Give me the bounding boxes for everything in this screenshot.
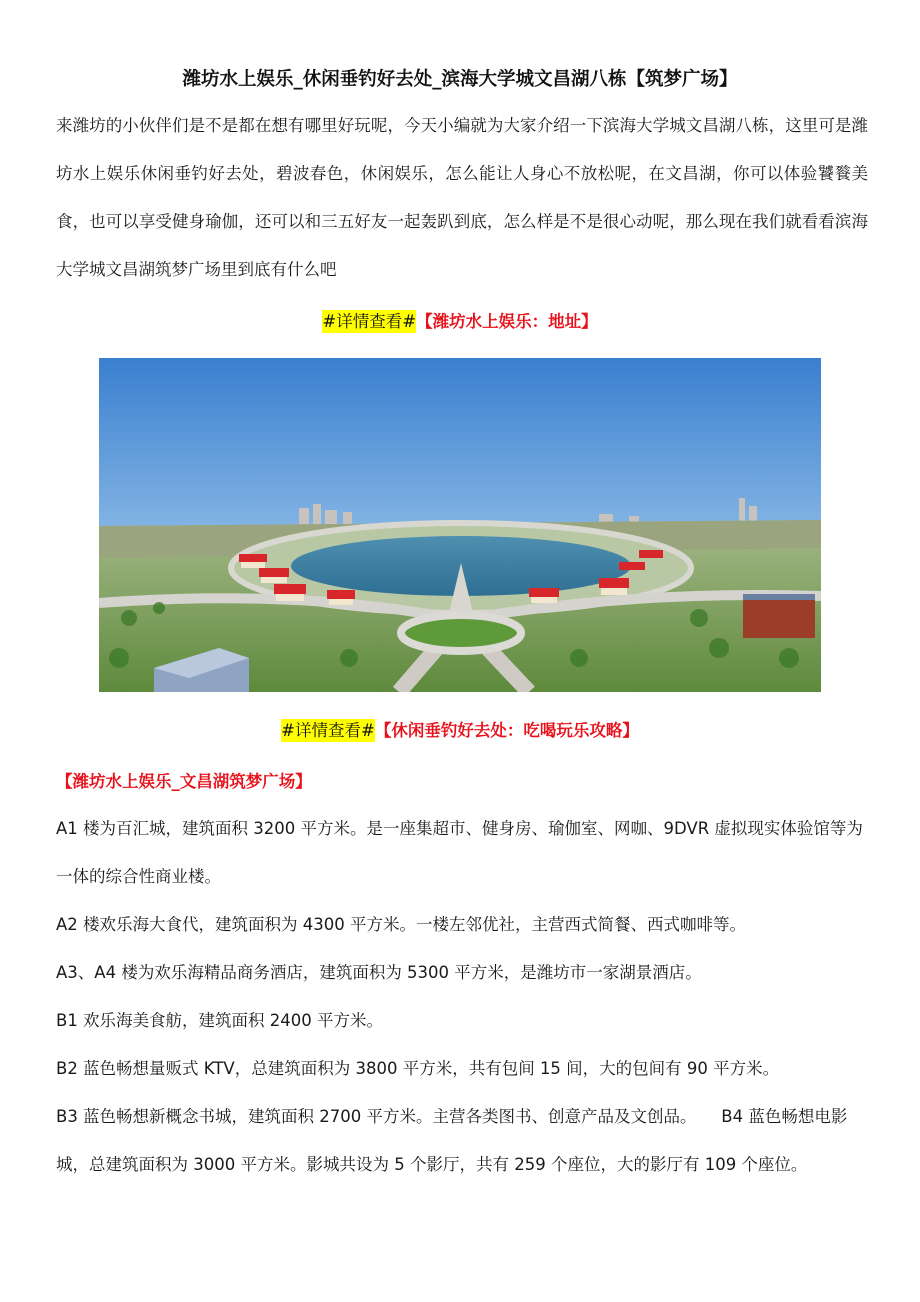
detail-tag: #详情查看#	[322, 312, 417, 331]
paragraph-b3-b4: B3 蓝色畅想新概念书城，建筑面积 2700 平方米。主营各类图书、创意产品及文创品。 B4 蓝色畅想电影城，总建筑面积为 3000 平方米。影城共设为 5 个影厅，共有 259 个座位，大的影厅有 109 个座位。	[56, 1107, 848, 1174]
detail-tag: #详情查看#	[281, 721, 375, 740]
page-title: 潍坊水上娱乐_休闲垂钓好去处_滨海大学城文昌湖八栋【筑梦广场】	[182, 69, 738, 90]
detail-link-text[interactable]: 【休闲垂钓好去处：吃喝玩乐攻略】	[374, 721, 639, 740]
lake-aerial-photo	[99, 358, 821, 692]
body-text	[56, 805, 868, 1189]
intro-paragraph: 来潍坊的小伙伴们是不是都在想有哪里好玩呢，今天小编就为大家介绍一下滨海大学城文昌湖八栋，这里可是潍坊水上娱乐休闲垂钓好去处，碧波春色，休闲娱乐，怎么能让人身心不放松呢，在文昌湖，你可以体验饕餮美食，也可以享受健身瑜伽，还可以和三五好友一起轰趴到底，怎么样是不是很心动呢，那么现在我们就看看滨海大学城文昌湖筑梦广场里到底有什么吧	[56, 116, 868, 279]
detail-link-address[interactable]	[0, 307, 920, 337]
paragraph-b2: B2 蓝色畅想量贩式 KTV，总建筑面积为 3800 平方米，共有包间 15 间，大的包间有 90 平方米。	[56, 1059, 780, 1078]
section-heading: 【潍坊水上娱乐_文昌湖筑梦广场】	[56, 772, 312, 791]
detail-link-text[interactable]: 【潍坊水上娱乐：地址】	[416, 312, 598, 331]
paragraph-a1: A1 楼为百汇城，建筑面积 3200 平方米。是一座集超市、健身房、瑜伽室、网咖、9DVR 虚拟现实体验馆等为一体的综合性商业楼。	[56, 819, 863, 886]
paragraph-a2: A2 楼欢乐海大食代，建筑面积为 4300 平方米。一楼左邻优社，主营西式简餐、西式咖啡等。	[56, 915, 747, 934]
paragraph-a3-a4: A3、A4 楼为欢乐海精品商务酒店，建筑面积为 5300 平方米，是潍坊市一家湖景酒店。	[56, 963, 702, 982]
detail-link-guide[interactable]	[0, 716, 920, 746]
paragraph-b1: B1 欢乐海美食舫，建筑面积 2400 平方米。	[56, 1011, 384, 1030]
